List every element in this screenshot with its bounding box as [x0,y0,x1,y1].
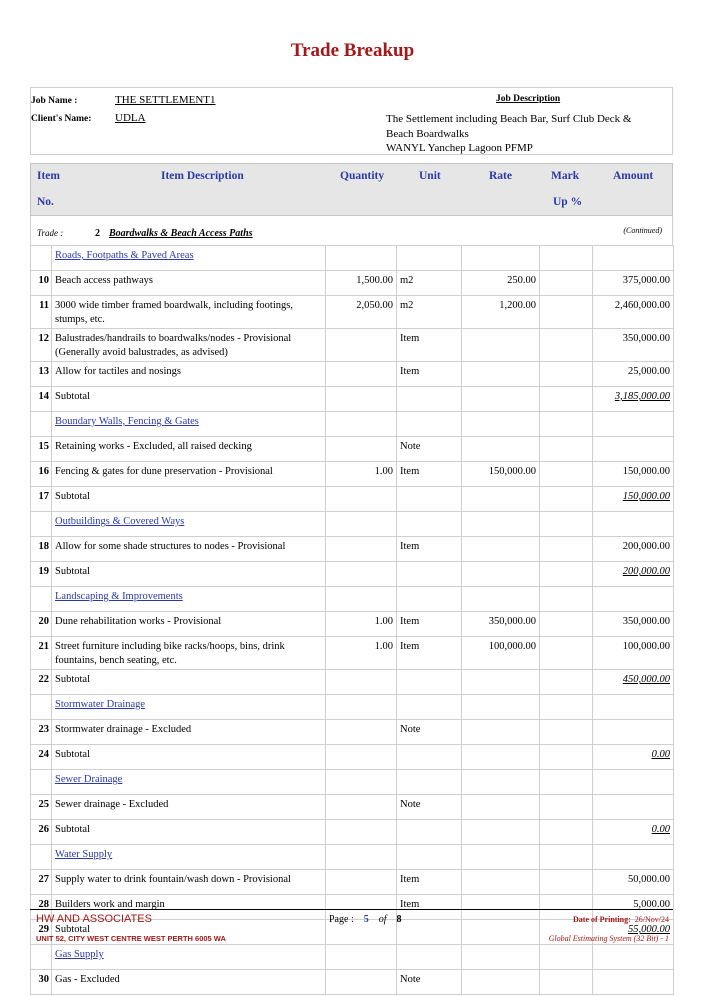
item-rate: 100,000.00 [462,637,540,670]
item-unit [397,770,462,795]
item-number: 20 [31,612,52,637]
item-amount: 25,000.00 [593,362,674,387]
item-rate [462,437,540,462]
item-markup [540,329,593,362]
item-markup [540,795,593,820]
item-markup [540,970,593,995]
item-amount [593,670,674,695]
item-rate [462,845,540,870]
item-unit: Item [397,462,462,487]
item-quantity [326,246,397,271]
item-quantity [326,695,397,720]
item-number: 26 [31,820,52,845]
trade-items-table [30,245,674,995]
item-unit: Item [397,612,462,637]
item-amount: 350,000.00 [593,329,674,362]
table-row [31,329,674,362]
item-number: 16 [31,462,52,487]
item-rate [462,246,540,271]
item-rate [462,670,540,695]
table-row [31,637,674,670]
item-description [52,945,326,970]
item-unit: Note [397,795,462,820]
item-unit: Note [397,437,462,462]
item-description: Builders work and margin [52,895,326,920]
job-name-value: THE SETTLEMENT1 [115,94,216,106]
subtotal-row [31,820,674,845]
item-description: Subtotal [52,820,326,845]
subtotal-amount: 450,000.00 [622,674,670,685]
item-number: 11 [31,296,52,329]
item-quantity [326,820,397,845]
item-rate [462,487,540,512]
item-quantity [326,870,397,895]
item-quantity: 1.00 [326,637,397,670]
section-heading-row [31,587,674,612]
item-rate [462,387,540,412]
subtotal-row [31,387,674,412]
item-rate [462,820,540,845]
item-unit [397,745,462,770]
item-markup [540,512,593,537]
item-markup [540,670,593,695]
item-amount [593,387,674,412]
item-unit: m2 [397,296,462,329]
item-description [52,587,326,612]
item-quantity [326,720,397,745]
section-heading: Stormwater Drainage [55,699,146,710]
subtotal-row [31,562,674,587]
item-description: 3000 wide timber framed boardwalk, including footings, stumps, etc. [52,296,326,329]
item-quantity [326,512,397,537]
item-markup [540,387,593,412]
client-name-value: UDLA [115,112,146,124]
item-markup [540,695,593,720]
item-unit [397,246,462,271]
item-unit [397,587,462,612]
item-amount [593,437,674,462]
item-markup [540,562,593,587]
item-unit [397,562,462,587]
item-unit: Item [397,895,462,920]
item-description: Retaining works - Excluded, all raised decking [52,437,326,462]
item-quantity [326,970,397,995]
item-rate [462,920,540,945]
item-quantity: 1,500.00 [326,271,397,296]
table-row [31,970,674,995]
item-quantity: 1.00 [326,612,397,637]
item-rate [462,362,540,387]
item-description [52,412,326,437]
item-quantity [326,437,397,462]
item-markup [540,745,593,770]
item-number [31,587,52,612]
item-amount [593,562,674,587]
item-amount [593,945,674,970]
item-number [31,412,52,437]
section-heading-row [31,845,674,870]
item-markup [540,770,593,795]
item-quantity [326,845,397,870]
item-unit: Item [397,870,462,895]
print-date: Date of Printing: 26/Nov/24 [573,915,669,924]
subtotal-amount: 55,000.00 [628,924,670,935]
item-amount [593,587,674,612]
col-markup: Mark [551,170,580,182]
item-quantity [326,945,397,970]
item-amount: 200,000.00 [593,537,674,562]
trade-number: 2 [95,228,100,239]
item-description: Fencing & gates for dune preservation - Provisional [52,462,326,487]
item-rate [462,770,540,795]
item-number: 13 [31,362,52,387]
item-description: Subtotal [52,920,326,945]
item-amount: 50,000.00 [593,870,674,895]
trade-heading [30,216,673,245]
col-description: Item Description [161,170,244,182]
item-number [31,695,52,720]
item-quantity [326,362,397,387]
item-rate [462,970,540,995]
item-number: 19 [31,562,52,587]
item-rate [462,512,540,537]
item-markup [540,487,593,512]
item-markup [540,246,593,271]
subtotal-amount: 3,185,000.00 [614,391,670,402]
item-markup [540,720,593,745]
item-description: Supply water to drink fountain/wash down - Provisional [52,870,326,895]
item-rate [462,562,540,587]
item-rate: 1,200.00 [462,296,540,329]
item-unit: Item [397,362,462,387]
item-description: Allow for tactiles and nosings [52,362,326,387]
item-number: 30 [31,970,52,995]
item-unit [397,387,462,412]
item-number: 29 [31,920,52,945]
table-row [31,296,674,329]
page-title: Trade Breakup [290,40,415,61]
item-amount [593,412,674,437]
item-number: 24 [31,745,52,770]
item-markup [540,462,593,487]
table-row [31,362,674,387]
subtotal-amount: 0.00 [651,749,670,760]
job-info-box [30,87,673,155]
section-heading: Landscaping & Improvements [55,591,183,602]
item-rate [462,587,540,612]
system-name: Global Estimating System (32 Bit) - 1 [548,934,669,943]
col-item-no: No. [37,196,54,208]
item-amount [593,845,674,870]
item-unit [397,945,462,970]
item-number: 10 [31,271,52,296]
subtotal-amount: 150,000.00 [622,491,670,502]
item-description: Stormwater drainage - Excluded [52,720,326,745]
item-rate: 250.00 [462,271,540,296]
item-number: 27 [31,870,52,895]
item-number: 18 [31,537,52,562]
item-description: Dune rehabilitation works - Provisional [52,612,326,637]
item-unit [397,512,462,537]
col-rate: Rate [489,170,512,182]
subtotal-row [31,745,674,770]
item-unit: m2 [397,271,462,296]
item-unit [397,412,462,437]
item-markup [540,412,593,437]
item-rate [462,695,540,720]
item-amount [593,695,674,720]
item-quantity [326,587,397,612]
item-markup [540,637,593,670]
item-number: 17 [31,487,52,512]
item-number [31,246,52,271]
item-number: 12 [31,329,52,362]
item-amount [593,770,674,795]
item-quantity [326,562,397,587]
subtotal-amount: 0.00 [651,824,670,835]
item-rate [462,720,540,745]
item-description [52,695,326,720]
item-amount: 150,000.00 [593,462,674,487]
company-name: HW AND ASSOCIATES [36,913,152,925]
item-amount: 2,460,000.00 [593,296,674,329]
item-amount [593,795,674,820]
subtotal-amount: 200,000.00 [622,566,670,577]
item-rate [462,412,540,437]
section-heading-row [31,770,674,795]
item-quantity [326,412,397,437]
item-description: Subtotal [52,670,326,695]
item-number: 22 [31,670,52,695]
item-number: 14 [31,387,52,412]
item-markup [540,271,593,296]
item-rate [462,945,540,970]
subtotal-row [31,670,674,695]
item-description: Street furniture including bike racks/hoops, bins, drink fountains, bench seating, etc. [52,637,326,670]
item-markup [540,612,593,637]
section-heading: Sewer Drainage [55,774,123,785]
table-row [31,537,674,562]
item-rate [462,870,540,895]
column-header [30,163,673,216]
section-heading: Roads, Footpaths & Paved Areas [55,250,194,261]
item-number [31,770,52,795]
item-number [31,945,52,970]
col-amount: Amount [613,170,654,182]
item-unit [397,670,462,695]
item-amount: 375,000.00 [593,271,674,296]
item-quantity: 1.00 [326,462,397,487]
company-address: UNIT 52, CITY WEST CENTRE WEST PERTH 6005 WA [36,934,226,943]
item-number: 25 [31,795,52,820]
subtotal-row [31,487,674,512]
item-unit: Item [397,637,462,670]
col-markup-pct: Up % [553,196,583,208]
item-amount [593,720,674,745]
table-row [31,271,674,296]
col-unit: Unit [419,170,441,182]
footer-divider [30,909,673,910]
page-number: 5 [363,914,369,925]
item-description: Gas - Excluded [52,970,326,995]
item-quantity [326,329,397,362]
section-heading: Boundary Walls, Fencing & Gates [55,416,199,427]
item-rate [462,329,540,362]
trade-title: Boardwalks & Beach Access Paths [109,228,253,239]
item-quantity [326,387,397,412]
item-markup [540,945,593,970]
item-quantity [326,795,397,820]
item-quantity [326,770,397,795]
item-quantity [326,487,397,512]
section-heading: Gas Supply [55,949,104,960]
table-row [31,437,674,462]
item-markup [540,296,593,329]
section-heading-row [31,695,674,720]
item-rate [462,537,540,562]
table-row [31,720,674,745]
item-description: Balustrades/handrails to boardwalks/nodes - Provisional (Generally avoid balustrades, as advised) [52,329,326,362]
item-amount [593,745,674,770]
item-amount [593,970,674,995]
item-description: Subtotal [52,745,326,770]
item-markup [540,845,593,870]
item-markup [540,437,593,462]
item-description: Sewer drainage - Excluded [52,795,326,820]
item-quantity [326,745,397,770]
section-heading: Outbuildings & Covered Ways [55,516,185,527]
job-description: The Settlement including Beach Bar, Surf Club Deck & Beach Boardwalks WANYL Yanchep Lagoon PFMP [386,113,632,154]
item-description [52,246,326,271]
item-description [52,770,326,795]
item-amount: 5,000.00 [593,895,674,920]
table-row [31,612,674,637]
item-unit: Note [397,970,462,995]
item-number: 23 [31,720,52,745]
item-description: Subtotal [52,562,326,587]
section-heading-row [31,945,674,970]
item-number: 21 [31,637,52,670]
item-number: 28 [31,895,52,920]
item-rate: 350,000.00 [462,612,540,637]
item-markup [540,537,593,562]
col-quantity: Quantity [340,170,385,182]
item-unit [397,820,462,845]
job-name-label: Job Name : [31,96,78,106]
table-row [31,462,674,487]
table-row [31,870,674,895]
item-unit [397,487,462,512]
item-rate [462,895,540,920]
item-rate: 150,000.00 [462,462,540,487]
item-amount: 100,000.00 [593,637,674,670]
item-number: 15 [31,437,52,462]
continued-note: (Continued) [623,226,662,235]
item-markup [540,362,593,387]
section-heading-row [31,246,674,271]
item-number [31,845,52,870]
section-heading-row [31,512,674,537]
item-quantity [326,670,397,695]
item-amount: 350,000.00 [593,612,674,637]
item-rate [462,745,540,770]
col-item: Item [37,170,60,182]
item-unit [397,845,462,870]
section-heading: Water Supply [55,849,113,860]
item-amount [593,246,674,271]
item-description [52,512,326,537]
item-description: Subtotal [52,487,326,512]
item-amount [593,820,674,845]
item-markup [540,820,593,845]
item-rate [462,795,540,820]
item-unit: Item [397,329,462,362]
job-description-label: Job Description [496,94,561,104]
item-unit [397,920,462,945]
trade-label: Trade : [37,228,64,238]
item-quantity [326,537,397,562]
item-quantity: 2,050.00 [326,296,397,329]
item-description: Allow for some shade structures to nodes - Provisional [52,537,326,562]
item-description: Beach access pathways [52,271,326,296]
item-description: Subtotal [52,387,326,412]
section-heading-row [31,412,674,437]
item-markup [540,587,593,612]
item-unit: Item [397,537,462,562]
page-indicator: Page : 5 of 8 [329,914,402,925]
item-markup [540,870,593,895]
item-number [31,512,52,537]
item-amount [593,512,674,537]
item-description [52,845,326,870]
item-unit [397,695,462,720]
table-row [31,795,674,820]
item-unit: Note [397,720,462,745]
item-amount [593,487,674,512]
client-name-label: Client's Name: [31,114,92,124]
page-total: 8 [396,914,402,925]
